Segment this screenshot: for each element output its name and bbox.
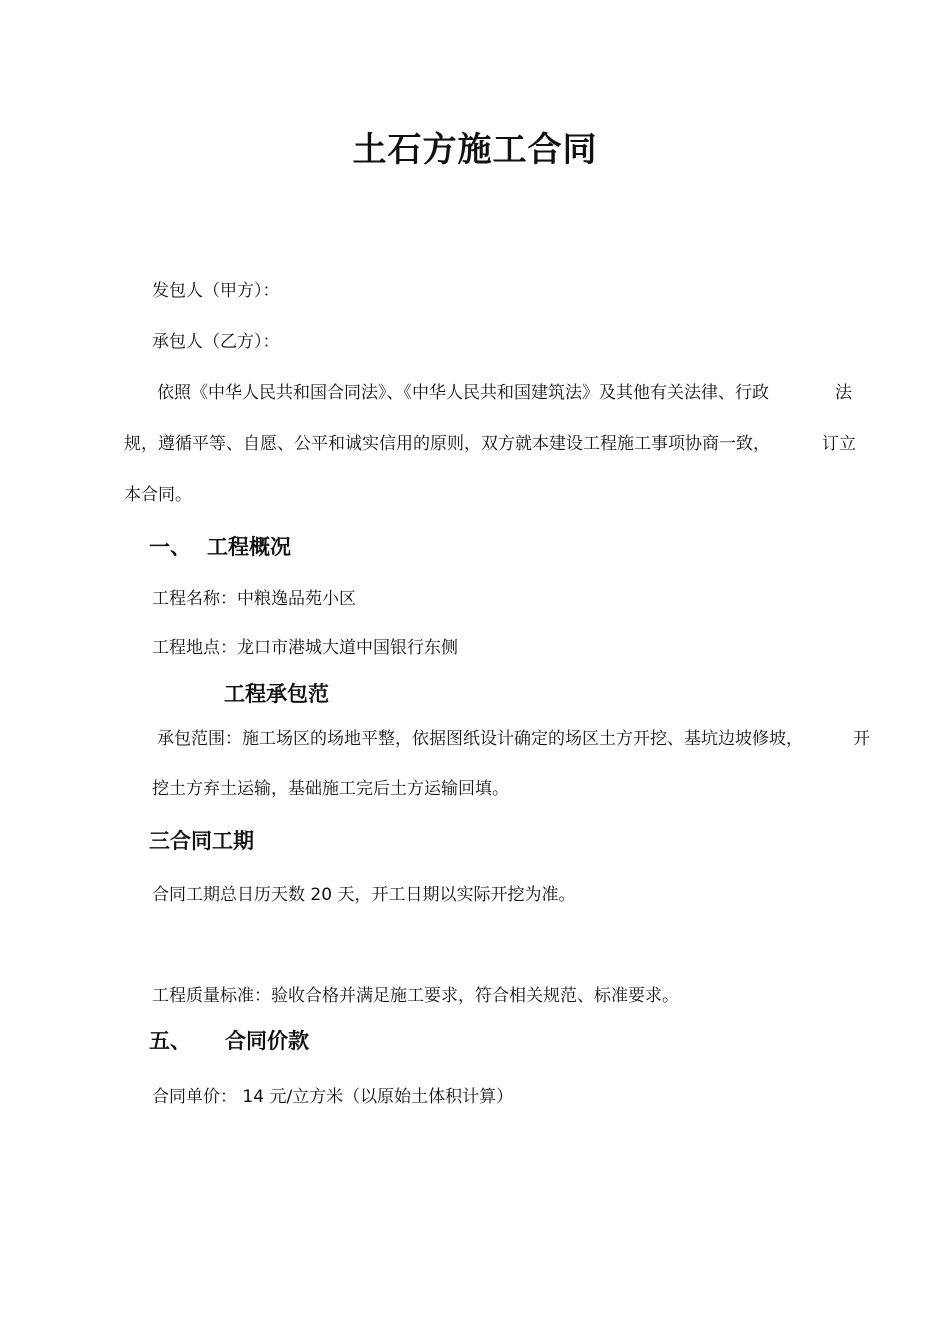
- section-5-title: 合同价款: [225, 1029, 309, 1053]
- preamble-line-3: 本合同。: [124, 485, 192, 505]
- scope-line-2: 挖土方弃土运输，基础施工完后土方运输回填。: [152, 779, 509, 799]
- preamble-line-1: [157, 381, 852, 405]
- project-location-line: 工程地点：龙口市港城大道中国银行东侧: [152, 638, 458, 658]
- section-1-title: 工程概况: [207, 535, 291, 559]
- section-5-heading: [149, 1027, 309, 1055]
- preamble-line-2: [124, 432, 856, 456]
- party-b-line: 承包人（乙方）：: [152, 332, 280, 352]
- preamble-line-2-tail: 订立: [822, 434, 856, 454]
- preamble-line-2-text: 规，遵循平等、自愿、公平和诚实信用的原则，双方就本建设工程施工事项协商一致，: [124, 434, 770, 454]
- section-3-heading: 三合同工期: [149, 829, 254, 853]
- preamble-line-1-tail: 法: [835, 383, 852, 403]
- scope-line-1-text: 承包范围：施工场区的场地平整，依据图纸设计确定的场区土方开挖、基坑边坡修坡，: [157, 729, 803, 749]
- preamble-line-1-text: 依照《中华人民共和国合同法》、《中华人民共和国建筑法》及其他有关法律、行政: [157, 383, 769, 403]
- section-1-number: 一、: [149, 535, 191, 559]
- contract-period-line: 合同工期总日历天数 20 天，开工日期以实际开挖为准。: [152, 885, 576, 905]
- project-name-line: 工程名称：中粮逸品苑小区: [152, 589, 356, 609]
- section-2-heading: 工程承包范: [224, 682, 329, 706]
- unit-price-line: 合同单价： 14 元/立方米（以原始土体积计算）: [152, 1087, 514, 1107]
- section-5-number: 五、: [149, 1029, 191, 1053]
- section-1-heading: [149, 533, 291, 561]
- scope-line-1: [157, 727, 870, 751]
- document-title: 土石方施工合同: [352, 130, 598, 170]
- party-a-line: 发包人（甲方）：: [152, 281, 280, 301]
- quality-standard-line: 工程质量标准：验收合格并满足施工要求，符合相关规范、标准要求。: [152, 986, 679, 1006]
- scope-line-1-tail: 开: [853, 729, 870, 749]
